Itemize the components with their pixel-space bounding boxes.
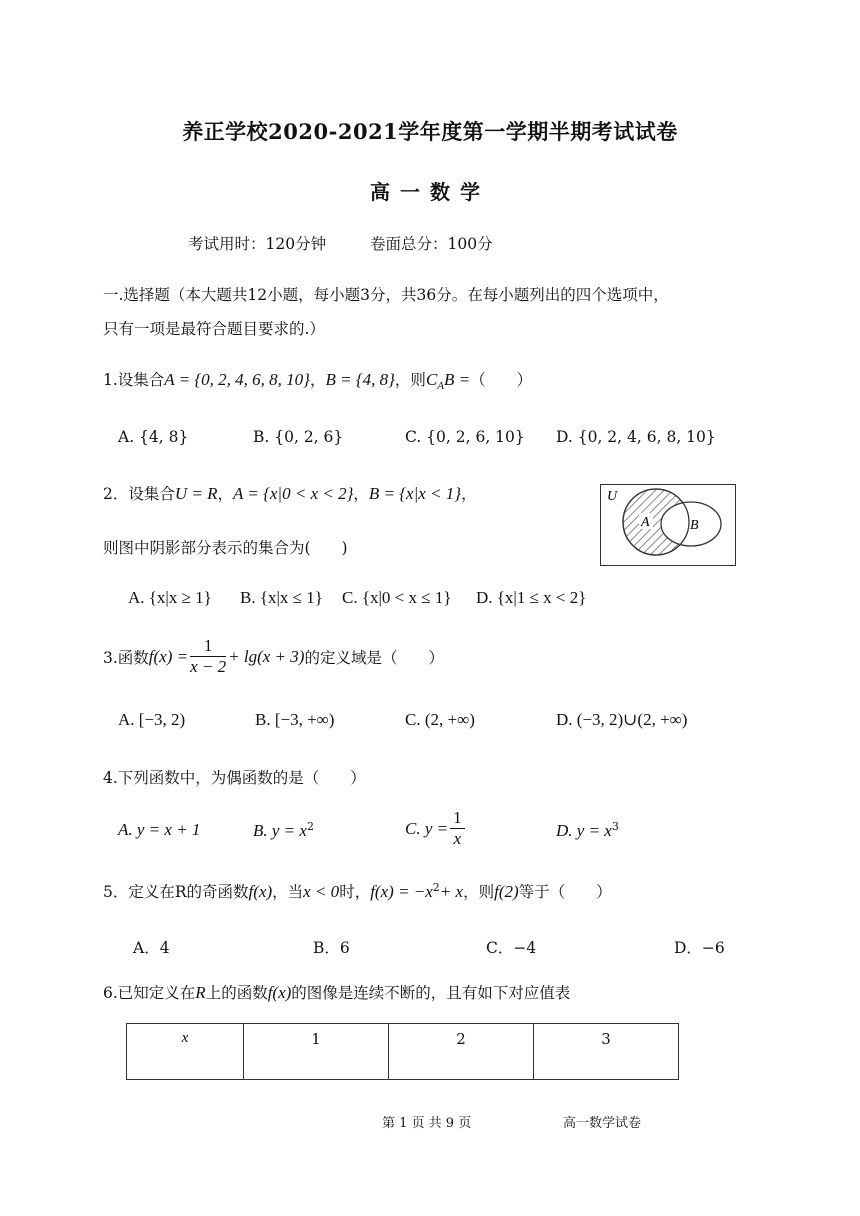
- q2-line2: 则图中阴影部分表示的集合为( ): [103, 539, 348, 557]
- q1-set-b: B = {4, 8}: [325, 370, 395, 389]
- venn-diagram: [600, 484, 736, 566]
- footer-page-number: 第 1 页 共 9 页: [382, 1116, 472, 1131]
- q2-option-c: C. {x|0 < x ≤ 1}: [342, 588, 452, 607]
- q5-option-b: B．6: [313, 939, 350, 957]
- q4-option-c-den: x: [453, 829, 462, 848]
- q5-def: f(x) = −x: [370, 882, 433, 901]
- q3-option-c: C. (2, +∞): [405, 710, 475, 729]
- q2-set-u: U = R: [174, 484, 218, 503]
- exam-title: 养正学校2020-2021学年度第一学期半期考试试卷: [182, 119, 678, 144]
- table-cell-x: x: [127, 1024, 244, 1080]
- question-2: [103, 482, 477, 504]
- footer-paper-name: 高一数学试卷: [563, 1116, 642, 1131]
- q1-sep1: ，: [309, 371, 326, 389]
- q6-value-table: [126, 1023, 679, 1080]
- q6-suffix: 的图像是连续不断的，且有如下对应值表: [291, 984, 571, 1002]
- q2-set-b: B = {x|x < 1}: [368, 484, 462, 503]
- question-4: 4.下列函数中，为偶函数的是（ ）: [103, 769, 366, 787]
- q5-suffix: 等于（ ）: [518, 883, 612, 901]
- exam-subject: 高一数学: [370, 180, 490, 204]
- q5-sep1: ，当: [272, 883, 304, 901]
- q5-cond: x < 0: [303, 882, 340, 901]
- q1-set-a: A = {0, 2, 4, 6, 8, 10}: [164, 370, 310, 389]
- exam-score: 卷面总分：100分: [370, 235, 493, 253]
- q6-r: R: [195, 983, 206, 1002]
- q5-f2: f(2): [494, 882, 519, 901]
- q3-fraction: [190, 636, 226, 677]
- q1-expr-end: B =: [444, 370, 471, 389]
- q1-sep2: ，则: [394, 371, 426, 389]
- q4-option-c-fraction: [450, 808, 465, 849]
- q6-fx: f(x): [267, 983, 292, 1002]
- q1-option-a: A. {4, 8}: [118, 428, 189, 446]
- q3-rhs: + lg(x + 3): [228, 646, 305, 666]
- q5-fx: f(x): [248, 882, 273, 901]
- q1-paren: （ ）: [470, 371, 533, 389]
- q3-numerator: 1: [190, 636, 226, 657]
- q4-option-c-num: 1: [450, 808, 465, 829]
- q3-denominator: x − 2: [190, 657, 227, 676]
- q3-option-b: B. [−3, +∞): [255, 710, 335, 729]
- q5-prefix: 5．定义在R的奇函数: [103, 883, 249, 901]
- q4-option-d: [556, 820, 619, 841]
- q3-prefix: 3.函数: [103, 648, 149, 667]
- q2-sep2: ，: [353, 485, 369, 503]
- q5-option-a: A．4: [133, 939, 170, 957]
- table-cell-1: 1: [244, 1024, 389, 1080]
- q4-option-b-sup: 2: [306, 820, 314, 833]
- q1-option-d: D. {0, 2, 4, 6, 8, 10}: [556, 428, 716, 446]
- table-cell-2: 2: [389, 1024, 534, 1080]
- question-3: [103, 636, 444, 677]
- q2-option-b: B. {x|x ≤ 1}: [240, 588, 323, 607]
- venn-label-u: U: [607, 489, 618, 504]
- q1-expr-sub: A: [437, 380, 445, 393]
- q2-sep1: ，: [217, 485, 234, 503]
- q3-suffix: 的定义域是（ ）: [304, 648, 444, 667]
- section-header-line1: 一.选择题（本大题共12小题，每小题3分，共36分。在每小题列出的四个选项中，: [103, 286, 669, 304]
- q1-prefix: 1.设集合: [103, 371, 165, 389]
- venn-label-b: B: [690, 518, 699, 533]
- question-5: [103, 880, 612, 902]
- q2-sep3: ，: [461, 485, 477, 503]
- q5-sep3: ，则: [463, 883, 495, 901]
- q5-option-c: C．−4: [486, 939, 537, 957]
- q3-option-d: D. (−3, 2)∪(2, +∞): [556, 710, 688, 729]
- q5-option-d: D．−6: [674, 939, 725, 957]
- venn-svg: [601, 485, 735, 565]
- exam-time: 考试用时：120分钟: [188, 235, 327, 253]
- question-6: [103, 981, 570, 1003]
- q5-def-end: + x: [439, 882, 464, 901]
- q6-mid: 上的函数: [205, 984, 268, 1002]
- q4-option-c-pre: C. y =: [405, 818, 449, 838]
- q5-sep2: 时，: [339, 883, 371, 901]
- q3-option-a: A. [−3, 2): [118, 710, 186, 729]
- q4-option-d-base: D. y = x: [556, 821, 612, 841]
- q4-option-b: [253, 820, 314, 841]
- q4-option-d-sup: 3: [611, 820, 619, 833]
- q5-def-sup: 2: [432, 880, 440, 894]
- q3-lhs: f(x) =: [148, 646, 189, 666]
- q2-option-a: A. {x|x ≥ 1}: [128, 588, 212, 607]
- venn-label-a: A: [641, 515, 650, 530]
- q1-option-c: C. {0, 2, 6, 10}: [405, 428, 525, 446]
- table-row: [127, 1024, 679, 1080]
- q6-prefix: 6.已知定义在: [103, 984, 196, 1002]
- q4-option-c: [405, 808, 467, 849]
- q4-option-a: A. y = x + 1: [118, 820, 201, 839]
- q1-expr: C: [425, 370, 438, 389]
- q2-set-a: A = {x|0 < x < 2}: [233, 484, 354, 503]
- q4-option-b-base: B. y = x: [253, 821, 307, 841]
- q1-option-b: B. {0, 2, 6}: [253, 428, 344, 446]
- q2-prefix: 2．设集合: [103, 485, 175, 503]
- q2-option-d: D. {x|1 ≤ x < 2}: [476, 588, 587, 607]
- question-1: [103, 368, 532, 392]
- section-header-line2: 只有一项是最符合题目要求的.）: [103, 320, 325, 338]
- table-cell-3: 3: [534, 1024, 679, 1080]
